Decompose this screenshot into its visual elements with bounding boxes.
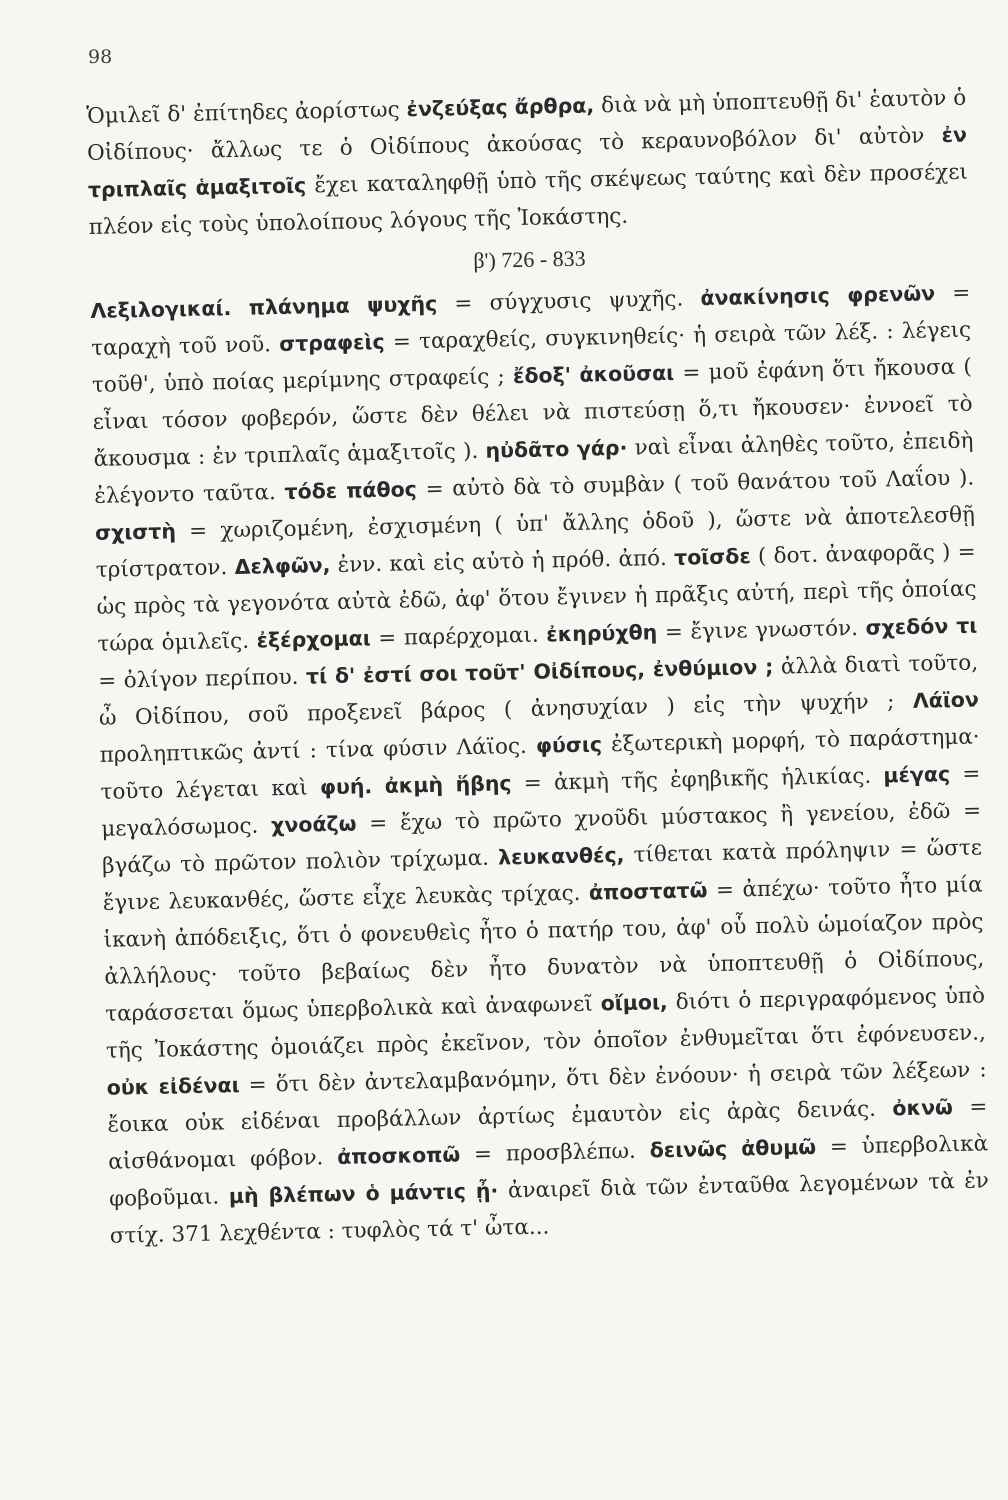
bold-term: ἔδοξ' ἀκοῦσαι xyxy=(512,360,675,389)
text-run: ( δοτ. ἀναφορᾶς ) = ὡς πρὸς τὰ γεγονότα αὐτὰ ἐδῶ, ἀφ' ὅτου ἔγινεν ἡ πρᾶξις αὐτή, περὶ τῆς ὁποίας τώρα ὁμιλεῖς. xyxy=(96,539,977,657)
text-run: διότι ὁ περιγραφόμενος ὑπὸ τῆς Ἰοκάστης ὁμοιάζει πρὸς ἐκεῖνον, τὸν ὁποῖον ἐνθυμεῖται ὅτι ἐφόνευσεν., xyxy=(105,983,987,1064)
bold-term: ηὐδᾶτο γάρ· xyxy=(485,435,628,463)
text-run: = παρέρχομαι. xyxy=(370,622,547,652)
text-run: = χωριζομένη, ἐσχισμένη ( ὑπ' ἄλλης ὁδοῦ ), ὥστε νὰ ἀποτελεσθῇ τρίστρατον. xyxy=(95,502,976,583)
bold-term: οὐκ εἰδέναι xyxy=(106,1073,240,1100)
bold-term: μὴ βλέπων ὁ μάντις ᾖ· xyxy=(228,1178,499,1209)
text-run: = αἰσθάνομαι φόβον. xyxy=(108,1094,988,1175)
bold-term: Δελφῶν, xyxy=(234,552,331,579)
bold-term: ἀποσκοπῶ xyxy=(336,1142,461,1169)
text-run: = σύγχυσις ψυχῆς. xyxy=(436,286,701,317)
bold-term: ἐξέρχομαι xyxy=(256,626,371,653)
bold-term: ἀνακίνησις φρενῶν xyxy=(700,281,936,311)
bold-term: τοῖσδε xyxy=(673,544,751,570)
text-run: = ἀκμὴ τῆς ἐφηβικῆς ἡλικίας. xyxy=(511,763,884,797)
text-run: = ταραχὴ τοῦ νοῦ. xyxy=(90,280,971,361)
bold-term: χνοάζω xyxy=(270,811,357,838)
text-run: ναὶ εἶναι ἀληθὲς τοῦτο, ἐπειδὴ ἐλέγοντο ταῦτα. xyxy=(94,428,974,509)
bold-term: ἐκηρύχθη xyxy=(546,620,658,647)
text-run: προληπτικῶς ἀντί : τίνα φύσιν Λάϊος. xyxy=(99,733,537,768)
text-run: = ταραχθείς, συγκινηθείς· ἡ σειρὰ τῶν λέξ. : λέγεις τοῦθ', ὑπὸ ποίας μερίμνης στραφείς ; xyxy=(91,317,972,398)
text-run: = προσβλέπω. xyxy=(459,1138,650,1168)
bold-term: ἐνζεύξας ἄρθρα, xyxy=(406,93,595,122)
text-run: = αὐτὸ δὰ τὸ συμβὰν ( τοῦ θανάτου τοῦ Λαΐου ). xyxy=(416,465,975,503)
bold-term: Λάϊον xyxy=(912,687,980,713)
page-body xyxy=(86,80,990,1255)
bold-term: τί δ' ἐστί σοι τοῦτ' Οἰδίπους, ἐνθύμιον ; xyxy=(305,654,774,689)
text-run: ἀναιρεῖ διὰ τῶν ἐνταῦθα λεγομένων τὰ ἐν στίχ. 371 λεχθέντα : τυφλὸς τά τ' ὦτα... xyxy=(109,1168,990,1249)
bold-term: λευκανθές, xyxy=(497,842,625,870)
text-run: ἐνν. καὶ εἰς αὐτὸ ἡ πρόθ. ἀπό. xyxy=(330,545,675,578)
text-run: = ἔγινε γνωστόν. xyxy=(656,615,866,646)
bold-term: δεινῶς ἀθυμῶ xyxy=(649,1134,817,1163)
bold-term: ἐν τριπλαῖς ἁμαξιτοῖς xyxy=(87,122,968,202)
intro-paragraph xyxy=(86,80,969,246)
text-run: ἔχει καταληφθῇ ὑπὸ τῆς σκέψεως ταύτης καὶ δὲν προσέχει πλέον εἰς τοὺς ὑπολοίπους λόγους τῆς Ἰοκάστης. xyxy=(88,159,969,240)
text-run: = ἀπέχω· τοῦτο ἦτο μία ἱκανὴ ἀπόδειξις, ὅτι ὁ φονευθεὶς ἦτο ὁ πατήρ του, ἀφ' οὗ πολὺ ὡμοίαζον πρὸς ἀλλήλους· τοῦτο βεβαίως δὲν ἦτο δυνατὸν νὰ ὑποπτευθῇ ὁ Οἰδίπους, ταράσσεται ὅμως ὑπερβολικὰ καὶ ἀναφωνεῖ xyxy=(103,872,985,1027)
bold-term: σχιστὴ xyxy=(94,519,177,545)
text-run: = ὀλίγον περίπου. xyxy=(97,664,307,694)
bold-term: σχεδόν τι xyxy=(865,613,978,640)
bold-term: τόδε πάθος xyxy=(284,477,418,504)
bold-term: φύσις xyxy=(535,732,603,758)
section-title: β') 726 - 833 xyxy=(473,245,586,273)
text-run: διὰ νὰ μὴ ὑποπτευθῇ δι' ἑαυτὸν ὁ Οἰδίπους· ἄλλως τε ὁ Οἰδίπους ἀκούσας τὸ κεραυνοβόλον δι' αὐτὸν xyxy=(86,85,967,166)
bold-term: μέγας xyxy=(883,762,951,788)
bold-term: στραφεὶς xyxy=(278,329,385,357)
bold-term: ἀποστατῶ xyxy=(588,878,708,905)
text-run: = μοῦ ἐφάνη ὅτι ἤκουσα ( εἶναι τόσον φοβερόν, ὥστε δὲν θέλει νὰ πιστεύσῃ ὅ,τι ἤκουσεν· ἐννοεῖ τὸ ἄκουσμα : ἐν τριπλαῖς ἁμαξιτοῖς ). xyxy=(92,354,973,472)
bold-term: Λεξιλογικαί. πλάνημα ψυχῆς xyxy=(90,291,438,323)
text-run: ἀλλὰ διατὶ τοῦτο, ὦ Οἰδίπου, σοῦ προξενεῖ βάρος ( ἀνησυχίαν ) εἰς τὴν ψυχήν ; xyxy=(98,650,979,731)
glossary-paragraph xyxy=(90,275,990,1255)
bold-term: οἴμοι, xyxy=(600,990,668,1016)
text-run: Ὁμιλεῖ δ' ἐπίτηδες ἀορίστως xyxy=(86,97,407,129)
text-run: = μεγαλόσωμος. xyxy=(101,761,981,842)
text-run: = ὅτι δὲν ἀντελαμβανόμην, ὅτι δὲν ἐνόουν· ἡ σειρὰ τῶν λέξεων : ἔοικα οὐκ εἰδέναι προβάλλων ἀρτίως ἐμαυτὸν εἰς ἀρὰς δεινάς. xyxy=(107,1057,987,1138)
text-run: = ἔχω τὸ πρῶτο χνοῦδι μύστακος ἢ γενείου, ἐδῶ = βγάζω τὸ πρῶτον πολιὸν τρίχωμα. xyxy=(101,798,982,879)
text-run: = ὑπερβολικὰ φοβοῦμαι. xyxy=(108,1131,989,1212)
bold-term: φυή. ἀκμὴ ἥβης xyxy=(319,771,512,800)
page-number: 98 xyxy=(88,46,113,68)
bold-term: ὀκνῶ xyxy=(892,1095,954,1121)
text-run: ἐξωτερικὴ μορφή, τὸ παράστημα· τοῦτο λέγεται καὶ xyxy=(100,724,980,805)
text-run: τίθεται κατὰ πρόληψιν = ὥστε ἔγινε λευκανθές, ὥστε εἶχε λευκὰς τρίχας. xyxy=(102,835,983,916)
